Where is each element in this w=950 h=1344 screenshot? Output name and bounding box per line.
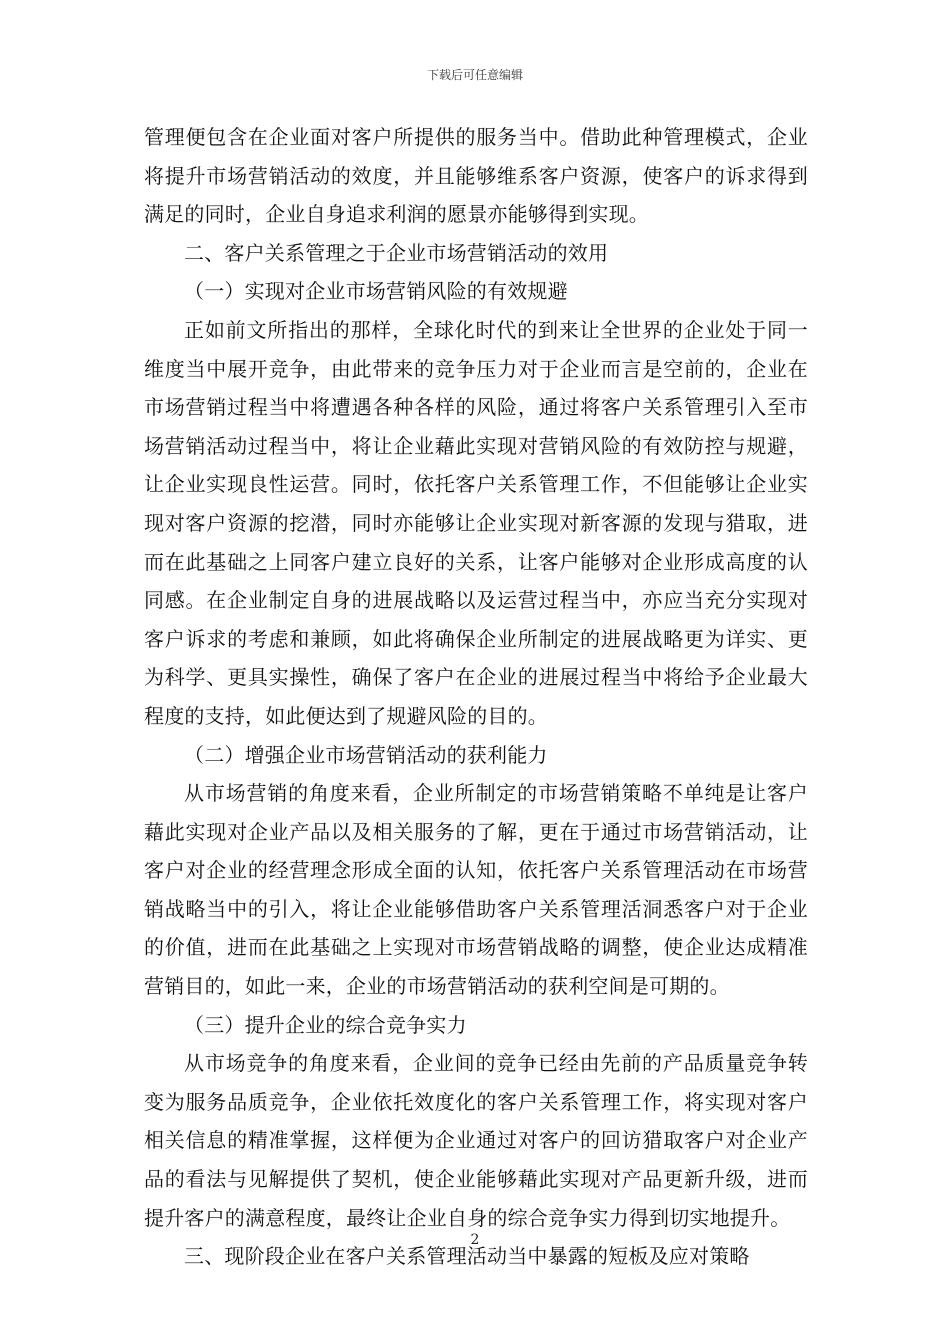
subsection-heading-3: （三）提升企业的综合竞争实力 xyxy=(184,1012,467,1037)
page-number: 2 xyxy=(470,1232,480,1248)
page-header: 下载后可任意编辑 xyxy=(426,68,523,82)
paragraph-competitiveness: 从市场竞争的角度来看，企业间的竞争已经由先前的产品质量竞争转变为服务品质竞争，企业依托效度化的客户关系管理工作，将实现对客户相关信息的精准掌握，这样便为企业通过对客户的回访猎取客户对企业产品的看法与见解提供了契机，使企业能够藉此实现对产品更新升级，进而提升客户的满意程度，最终让企业自身的综合竞争实力得到切实地提升。 xyxy=(144,1051,808,1230)
paragraph-profitability: 从市场营销的角度来看，企业所制定的市场营销策略不单纯是让客户藉此实现对企业产品以及相关服务的了解，更在于通过市场营销活动，让客户对企业的经营理念形成全面的认知，依托客户关系管理活动在市场营销战略当中的引入，将让企业能够借助客户关系管理活洞悉客户对于企业的价值，进而在此基础之上实现对市场营销战略的调整，使企业达成精准营销目的，如此一来，企业的市场营销活动的获利空间是可期的。 xyxy=(144,781,808,999)
section-heading-3: 三、现阶段企业在客户关系管理活动当中暴露的短板及应对策略 xyxy=(184,1244,750,1269)
paragraph-continuation: 管理便包含在企业面对客户所提供的服务当中。借助此种管理模式，企业将提升市场营销活动的效度，并且能够维系客户资源，使客户的诉求得到满足的同时，企业自身追求利润的愿景亦能够得到实现。 xyxy=(144,125,808,227)
document-body xyxy=(144,118,808,1276)
subsection-heading-2: （二）增强企业市场营销活动的获利能力 xyxy=(184,742,548,767)
subsection-heading-1: （一）实现对企业市场营销风险的有效规避 xyxy=(184,279,568,304)
paragraph-risk-avoidance: 正如前文所指出的那样，全球化时代的到来让全世界的企业处于同一维度当中展开竞争，由此带来的竞争压力对于企业而言是空前的，企业在市场营销过程当中将遭遇各种各样的风险，通过将客户关系管理引入至市场营销活动过程当中，将让企业藉此实现对营销风险的有效防控与规避，让企业实现良性运营。同时，依托客户关系管理工作，不但能够让企业实现对客户资源的挖潜，同时亦能够让企业实现对新客源的发现与猎取，进而在此基础之上同客户建立良好的关系，让客户能够对企业形成高度的认同感。在企业制定自身的进展战略以及运营过程当中，亦应当充分实现对客户诉求的考虑和兼顾，如此将确保企业所制定的进展战略更为详实、更为科学、更具实操性，确保了客户在企业的进展过程当中将给予企业最大程度的支持，如此便达到了规避风险的目的。 xyxy=(144,317,808,728)
section-heading-2: 二、客户关系管理之于企业市场营销活动的效用 xyxy=(184,240,609,265)
